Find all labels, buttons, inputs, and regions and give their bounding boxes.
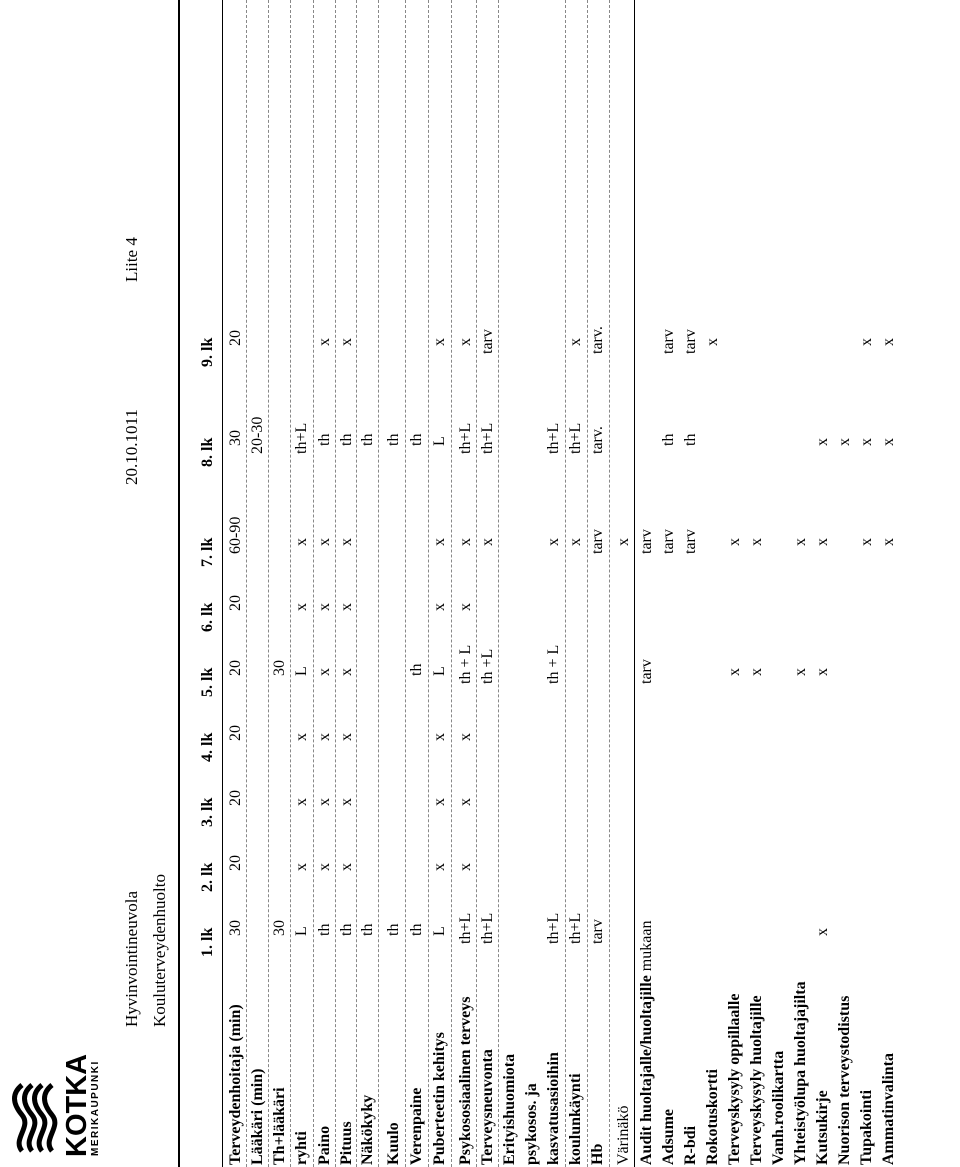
column-header-2: 2. lk bbox=[199, 862, 216, 892]
table-cell: x bbox=[836, 438, 853, 446]
row-label-text: Värinäkö bbox=[615, 1105, 632, 1165]
row-label-text: Lääkäri (min) bbox=[249, 1068, 266, 1165]
table-cell: 20 bbox=[227, 725, 244, 741]
row-divider bbox=[335, 0, 336, 1167]
row-label bbox=[747, 995, 767, 1165]
table-cell: x bbox=[814, 928, 831, 936]
row-label bbox=[566, 1073, 586, 1165]
table-cell: x bbox=[293, 538, 310, 546]
table-cell: x bbox=[316, 338, 333, 346]
table-cell: tarv bbox=[589, 529, 606, 554]
table-cell: th bbox=[316, 433, 333, 446]
row-divider bbox=[405, 0, 406, 1167]
row-divider bbox=[565, 0, 566, 1167]
table-cell: x bbox=[431, 603, 448, 611]
logo-text: KOTKA bbox=[61, 1053, 93, 1157]
row-label bbox=[879, 1053, 899, 1165]
table-cell: th bbox=[408, 663, 425, 676]
row-divider bbox=[268, 0, 269, 1167]
row-divider bbox=[476, 0, 477, 1167]
row-label-text: ryhti bbox=[293, 1131, 310, 1165]
table-cell: 30 bbox=[271, 660, 288, 676]
table-cell: x bbox=[457, 863, 474, 871]
table-cell: th bbox=[338, 923, 355, 936]
table-cell: x bbox=[858, 338, 875, 346]
table-cell: x bbox=[316, 863, 333, 871]
table-cell: x bbox=[293, 603, 310, 611]
kotka-logo bbox=[10, 1034, 100, 1159]
table-cell: 20 bbox=[227, 855, 244, 871]
table-cell: th +L bbox=[479, 648, 496, 684]
row-label-text: Terveydenhoitaja (min) bbox=[227, 1004, 244, 1165]
row-label-text: psykosos. ja bbox=[523, 1083, 540, 1165]
unit-name: Kouluterveydenhuolto bbox=[150, 874, 169, 1027]
column-header-5: 5. lk bbox=[199, 667, 216, 697]
row-label bbox=[358, 1095, 378, 1165]
row-label bbox=[226, 1004, 246, 1165]
table-cell: x bbox=[726, 668, 743, 676]
table-cell: x bbox=[338, 338, 355, 346]
row-label-text: Verenpaine bbox=[408, 1087, 425, 1165]
row-label bbox=[813, 1090, 833, 1165]
table-cell: th+L bbox=[567, 422, 584, 454]
table-cell: x bbox=[457, 733, 474, 741]
table-cell: th bbox=[385, 923, 402, 936]
row-label-text: Yhteistyölupa huoltajajilta bbox=[792, 981, 809, 1165]
row-label-text: Nuorison terveystodistus bbox=[836, 995, 853, 1165]
table-cell: x bbox=[431, 538, 448, 546]
row-label bbox=[430, 1032, 450, 1165]
table-cell: x bbox=[748, 538, 765, 546]
table-cell: L bbox=[293, 666, 310, 676]
table-cell: th bbox=[408, 923, 425, 936]
row-label bbox=[522, 1083, 542, 1165]
table-cell: 20 bbox=[227, 595, 244, 611]
table-cell: x bbox=[338, 863, 355, 871]
table-cell: tarv bbox=[589, 919, 606, 944]
table-cell: tarv bbox=[479, 329, 496, 354]
table-cell: x bbox=[431, 798, 448, 806]
table-cell: x bbox=[457, 538, 474, 546]
table-cell: x bbox=[748, 668, 765, 676]
table-cell: tarv bbox=[660, 329, 677, 354]
row-divider bbox=[290, 0, 291, 1167]
row-divider bbox=[356, 0, 357, 1167]
table-cell: tarv. bbox=[589, 326, 606, 354]
table-cell: x bbox=[726, 538, 743, 546]
row-label-text: Terveyskysyly oppillaalle bbox=[726, 993, 743, 1165]
table-cell: x bbox=[792, 668, 809, 676]
row-divider bbox=[428, 0, 429, 1167]
table-cell: th bbox=[385, 433, 402, 446]
table-cell: 20 bbox=[227, 660, 244, 676]
table-cell: x bbox=[814, 538, 831, 546]
row-divider bbox=[634, 0, 635, 1167]
table-cell: x bbox=[338, 538, 355, 546]
table-cell: th+L bbox=[545, 912, 562, 944]
table-cell: x bbox=[880, 338, 897, 346]
table-cell: tarv. bbox=[589, 426, 606, 454]
table-cell: L bbox=[293, 926, 310, 936]
table-cell: x bbox=[880, 538, 897, 546]
table-cell: x bbox=[479, 538, 496, 546]
table-cell: x bbox=[615, 538, 632, 546]
table-cell: x bbox=[316, 798, 333, 806]
table-cell: 20 bbox=[227, 330, 244, 346]
row-label-text: Vanh.roolikartta bbox=[770, 1050, 787, 1165]
document-date: 20.10.1011 bbox=[122, 409, 141, 485]
row-label bbox=[544, 1052, 564, 1165]
table-cell: L bbox=[431, 666, 448, 676]
row-label-text: Psykososiaalinen terveys bbox=[457, 996, 474, 1165]
table-cell: th+L bbox=[567, 912, 584, 944]
table-cell: L bbox=[431, 926, 448, 936]
table-cell: x bbox=[431, 863, 448, 871]
row-label bbox=[456, 997, 476, 1165]
table-cell: x bbox=[858, 438, 875, 446]
table-cell: x bbox=[457, 798, 474, 806]
table-cell: x bbox=[858, 538, 875, 546]
table-cell: x bbox=[457, 338, 474, 346]
row-label bbox=[292, 1131, 312, 1165]
table-cell: tarv bbox=[660, 529, 677, 554]
row-label-text: koulunkäynti bbox=[567, 1073, 584, 1165]
table-cell: th + L bbox=[457, 644, 474, 684]
row-label bbox=[725, 994, 745, 1165]
row-label-text: Tupakointi bbox=[858, 1089, 875, 1165]
row-label-text: Adsume bbox=[660, 1108, 677, 1165]
row-label bbox=[659, 1109, 679, 1165]
row-label bbox=[407, 1088, 427, 1165]
row-label-text: Terveysneuvonta bbox=[479, 1049, 496, 1165]
row-label-text: Rokotuskortti bbox=[704, 1068, 721, 1165]
table-cell: 30 bbox=[271, 920, 288, 936]
header-rule bbox=[222, 0, 223, 1167]
table-cell: L bbox=[431, 436, 448, 446]
org-name: Hyvinvointineuvola bbox=[122, 891, 141, 1027]
table-cell: tarv bbox=[682, 329, 699, 354]
row-divider bbox=[609, 0, 610, 1167]
table-cell: x bbox=[814, 668, 831, 676]
row-label bbox=[248, 1069, 268, 1165]
column-header-6: 6. lk bbox=[199, 602, 216, 632]
row-divider bbox=[498, 0, 499, 1167]
table-cell: tarv bbox=[682, 529, 699, 554]
table-cell: x bbox=[704, 338, 721, 346]
row-label-text: Ammatinvalinta bbox=[880, 1053, 897, 1165]
row-label bbox=[637, 921, 657, 1165]
column-header-7: 7. lk bbox=[199, 537, 216, 567]
row-label-text: R-bdi bbox=[682, 1125, 699, 1165]
table-cell: x bbox=[316, 603, 333, 611]
table-cell: x bbox=[338, 668, 355, 676]
table-cell: x bbox=[567, 338, 584, 346]
table-cell: x bbox=[880, 438, 897, 446]
table-cell: x bbox=[431, 338, 448, 346]
row-label-text: Terveyskysyly huoltajille bbox=[748, 995, 765, 1165]
row-label bbox=[769, 1051, 789, 1165]
table-cell: th bbox=[359, 923, 376, 936]
table-cell: th+L bbox=[545, 422, 562, 454]
row-label bbox=[857, 1090, 877, 1165]
row-label bbox=[791, 981, 811, 1165]
row-label bbox=[478, 1049, 498, 1165]
table-cell: th+L bbox=[293, 422, 310, 454]
column-header-1: 1. lk bbox=[199, 927, 216, 957]
row-label bbox=[500, 1054, 520, 1165]
table-cell: th+L bbox=[479, 422, 496, 454]
table-cell: x bbox=[338, 798, 355, 806]
table-cell: x bbox=[338, 603, 355, 611]
row-label-text: Audit huoltajalle/huoltajille bbox=[638, 975, 655, 1165]
logo-subtext: MERIKAUPUNKI bbox=[90, 1060, 100, 1156]
row-label-text: Kutsukirje bbox=[814, 1090, 831, 1165]
row-label-text: Erityishuomiota bbox=[501, 1053, 518, 1165]
row-label-text: Paino bbox=[316, 1125, 333, 1165]
row-label-text: Puberteetin kehitys bbox=[431, 1032, 448, 1165]
table-cell: x bbox=[293, 798, 310, 806]
row-label bbox=[681, 1126, 701, 1165]
appendix-label: Liite 4 bbox=[122, 237, 141, 282]
row-label bbox=[835, 996, 855, 1165]
table-cell: x bbox=[316, 733, 333, 741]
row-label bbox=[337, 1121, 357, 1165]
table-cell: th + L bbox=[545, 644, 562, 684]
table-cell: x bbox=[545, 538, 562, 546]
row-divider bbox=[587, 0, 588, 1167]
table-cell: x bbox=[316, 668, 333, 676]
row-label-text: Hb bbox=[589, 1143, 606, 1165]
row-divider bbox=[313, 0, 314, 1167]
table-cell: x bbox=[567, 538, 584, 546]
column-header-4: 4. lk bbox=[199, 732, 216, 762]
table-cell: 20-30 bbox=[249, 416, 266, 454]
table-cell: th bbox=[316, 923, 333, 936]
table-cell: x bbox=[792, 538, 809, 546]
table-cell: th bbox=[338, 433, 355, 446]
table-cell: x bbox=[293, 733, 310, 741]
column-header-9: 9. lk bbox=[199, 337, 216, 367]
table-cell: x bbox=[338, 733, 355, 741]
row-label-text: Kuulo bbox=[385, 1122, 402, 1165]
table-cell: 30 bbox=[227, 430, 244, 446]
row-label bbox=[315, 1126, 335, 1165]
row-label-text: Näkökyky bbox=[359, 1094, 376, 1165]
table-cell: th bbox=[359, 433, 376, 446]
table-cell: th bbox=[660, 433, 677, 446]
row-divider bbox=[378, 0, 379, 1167]
row-divider bbox=[451, 0, 452, 1167]
table-top-rule bbox=[178, 0, 180, 1167]
table-cell: x bbox=[814, 438, 831, 446]
table-cell: 20 bbox=[227, 790, 244, 806]
wave-logo-icon bbox=[10, 1034, 100, 1159]
row-label-text: kasvatusasioihin bbox=[545, 1052, 562, 1165]
table-cell: th bbox=[408, 433, 425, 446]
table-cell: th+L bbox=[457, 912, 474, 944]
row-label bbox=[270, 1087, 290, 1165]
table-cell: x bbox=[457, 603, 474, 611]
table-cell: 60-90 bbox=[227, 516, 244, 554]
column-header-3: 3. lk bbox=[199, 797, 216, 827]
row-label bbox=[614, 1105, 634, 1165]
row-label-text: Pituus bbox=[338, 1121, 355, 1165]
row-divider bbox=[246, 0, 247, 1167]
table-cell: th+L bbox=[479, 912, 496, 944]
table-cell: tarv bbox=[638, 659, 655, 684]
table-cell: th bbox=[682, 433, 699, 446]
row-label-suffix: mukaan bbox=[638, 920, 655, 976]
table-cell: 30 bbox=[227, 920, 244, 936]
table-cell: x bbox=[431, 733, 448, 741]
row-label-text: Th+lääkäri bbox=[271, 1087, 288, 1165]
table-cell: tarv bbox=[638, 529, 655, 554]
row-label bbox=[588, 1144, 608, 1165]
row-label bbox=[703, 1069, 723, 1165]
row-label bbox=[384, 1122, 404, 1165]
table-cell: x bbox=[293, 863, 310, 871]
column-header-8: 8. lk bbox=[199, 437, 216, 467]
table-cell: x bbox=[316, 538, 333, 546]
table-cell: th+L bbox=[457, 422, 474, 454]
